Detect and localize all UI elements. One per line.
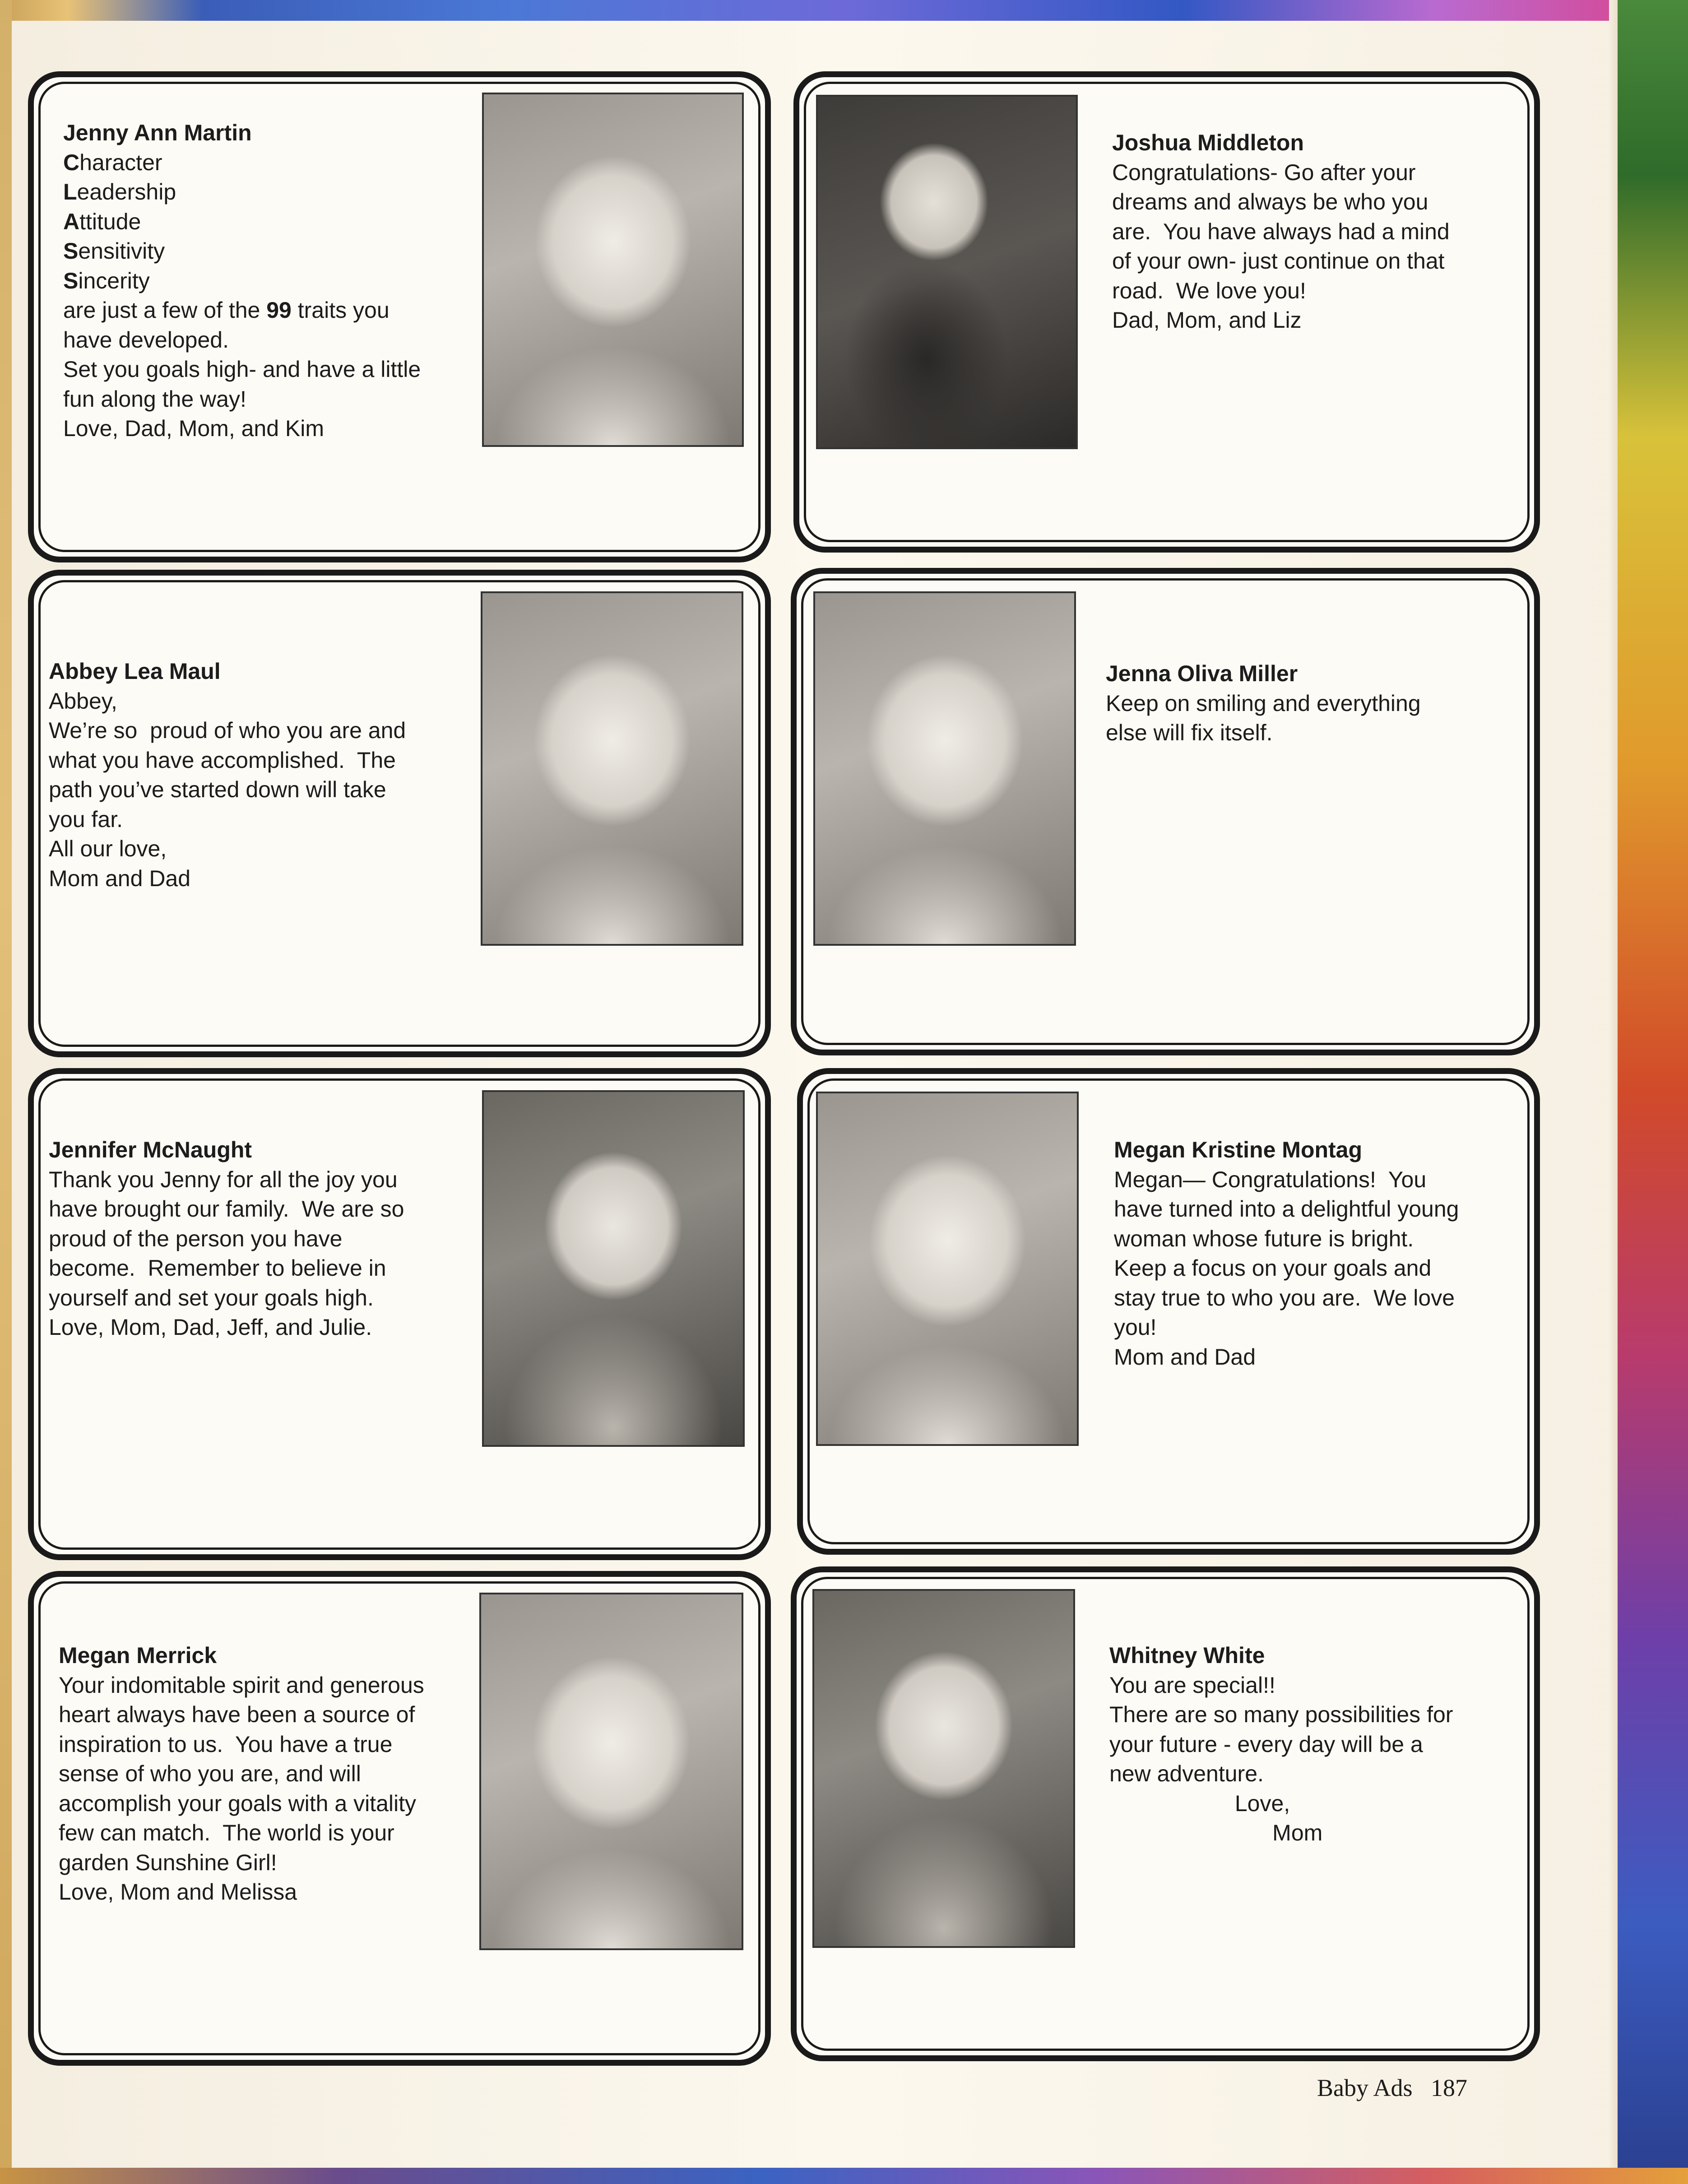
ad-line: Love, Dad, Mom, and Kim — [63, 416, 325, 441]
binding-edge-bottom — [0, 2168, 1688, 2184]
baby-photo — [813, 591, 1076, 946]
ad-line: Keep on smiling and everything — [1106, 690, 1421, 716]
ad-line: your future - every day will be a — [1109, 1731, 1423, 1757]
baby-photo — [482, 1090, 745, 1447]
ad-line: sense of who you are, and will — [59, 1761, 361, 1786]
ad-line: Mom — [1109, 1820, 1323, 1845]
ad-text — [49, 657, 406, 893]
ad-line: Dad, Mom, and Liz — [1112, 307, 1302, 333]
binding-edge-right — [1618, 0, 1688, 2184]
ad-line: dreams and always be who you — [1112, 189, 1428, 214]
ad-line: woman whose future is bright. — [1114, 1226, 1414, 1251]
ad-line: Mom and Dad — [1114, 1344, 1256, 1370]
ad-line: garden Sunshine Girl! — [59, 1849, 277, 1875]
ad-line: path you’ve started down will take — [49, 777, 386, 802]
ad-line: There are so many possibilities for — [1109, 1702, 1453, 1727]
ad-line: Love, — [1109, 1790, 1290, 1816]
ad-text — [63, 118, 421, 444]
ad-line: We’re so proud of who you are and — [49, 718, 406, 743]
acrostic-line: Leadership — [63, 179, 176, 204]
ad-line: have turned into a delightful young — [1114, 1196, 1459, 1222]
acrostic-line: Character — [63, 149, 162, 175]
ad-line: inspiration to us. You have a true — [59, 1731, 393, 1757]
ad-name: Joshua Middleton — [1112, 130, 1304, 155]
ad-line: Abbey, — [49, 688, 117, 714]
ad-line: Megan— Congratulations! You — [1114, 1166, 1427, 1192]
ad-line: have developed. — [63, 327, 229, 353]
ad-line: you far. — [49, 806, 123, 832]
ad-line: proud of the person you have — [49, 1226, 343, 1251]
ad-line: Love, Mom and Melissa — [59, 1879, 297, 1905]
ad-line: You are special!! — [1109, 1672, 1275, 1698]
ad-line: fun along the way! — [63, 386, 246, 412]
baby-photo — [479, 1593, 743, 1950]
ad-name: Megan Kristine Montag — [1114, 1137, 1363, 1162]
ad-text — [1112, 128, 1450, 335]
ad-line: new adventure. — [1109, 1761, 1264, 1786]
ad-text — [49, 1135, 404, 1343]
binding-edge-top — [0, 0, 1688, 21]
ad-line: Thank you Jenny for all the joy you — [49, 1166, 398, 1192]
ad-name: Jenna Oliva Miller — [1106, 661, 1298, 686]
ad-name: Jennifer McNaught — [49, 1137, 252, 1162]
ad-name: Abbey Lea Maul — [49, 659, 221, 684]
ad-line: are. You have always had a mind — [1112, 218, 1450, 244]
ad-line: Keep a focus on your goals and — [1114, 1255, 1432, 1281]
ad-line: Congratulations- Go after your — [1112, 159, 1416, 185]
ad-line: else will fix itself. — [1106, 720, 1273, 745]
ad-line: what you have accomplished. The — [49, 747, 396, 773]
ad-line: yourself and set your goals high. — [49, 1285, 374, 1310]
ad-line: All our love, — [49, 836, 167, 861]
footer-section: Baby Ads — [1317, 2074, 1413, 2101]
ad-line: you! — [1114, 1315, 1157, 1340]
ad-name: Megan Merrick — [59, 1643, 217, 1668]
ad-line: Your indomitable spirit and generous — [59, 1672, 424, 1698]
page-number: 187 — [1431, 2074, 1468, 2101]
ad-name: Jenny Ann Martin — [63, 120, 252, 145]
ad-line: heart always have been a source of — [59, 1702, 415, 1727]
baby-photo — [482, 93, 744, 447]
ad-line: stay true to who you are. We love — [1114, 1285, 1455, 1310]
ad-line: Set you goals high- and have a little — [63, 357, 421, 382]
baby-photo — [816, 1092, 1079, 1446]
ad-text — [1109, 1641, 1453, 1848]
trait-line: are just a few of the 99 traits you — [63, 297, 390, 323]
ad-line: road. We love you! — [1112, 278, 1306, 303]
ad-line: accomplish your goals with a vitality — [59, 1790, 416, 1816]
ad-line: few can match. The world is your — [59, 1820, 394, 1845]
page-footer — [1317, 2074, 1467, 2102]
ad-line: Love, Mom, Dad, Jeff, and Julie. — [49, 1315, 372, 1340]
ad-line: have brought our family. We are so — [49, 1196, 404, 1222]
baby-photo — [812, 1589, 1075, 1948]
baby-photo — [816, 95, 1078, 449]
ad-name: Whitney White — [1109, 1643, 1265, 1668]
acrostic-line: Sincerity — [63, 268, 150, 293]
ad-line: Mom and Dad — [49, 865, 191, 891]
baby-photo — [481, 591, 743, 946]
acrostic-line: Sensitivity — [63, 238, 165, 264]
ad-text — [59, 1641, 424, 1907]
acrostic-line: Attitude — [63, 209, 141, 234]
ad-line: of your own- just continue on that — [1112, 248, 1445, 274]
ad-text — [1114, 1135, 1459, 1372]
ad-line: become. Remember to believe in — [49, 1255, 386, 1281]
binding-edge-left — [0, 0, 12, 2184]
ad-text — [1106, 659, 1421, 748]
